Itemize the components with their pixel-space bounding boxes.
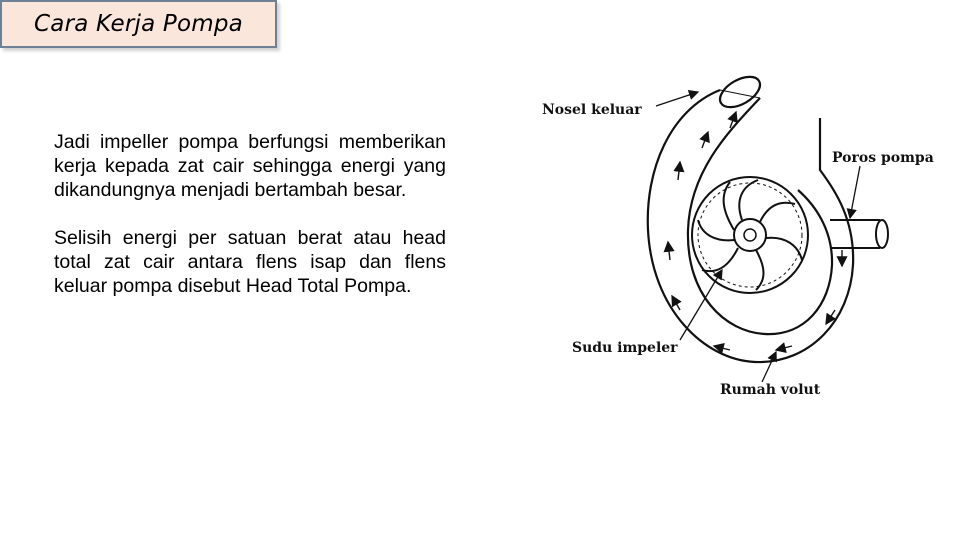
label-sudu-impeler: Sudu impeler [572,340,678,356]
pump-diagram [530,70,960,410]
body-text [54,130,446,322]
label-rumah-volut: Rumah volut [720,382,821,398]
paragraph-head-total: Selisih energi per satuan berat atau head total zat cair antara flens isap dan flens keluar pompa disebut Head Total Pompa. [54,227,446,297]
label-poros-pompa: Poros pompa [832,150,934,166]
impeller [692,177,808,293]
label-nosel-keluar: Nosel keluar [542,102,642,118]
paragraph-impeller-function: Jadi impeller pompa berfungsi memberikan kerja kepada zat cair sehingga energi yang dikandungnya menjadi bertambah besar. [54,131,446,201]
slide-title: Cara Kerja Pompa [34,11,243,37]
title-box [0,0,277,48]
pump-shaft [830,220,888,248]
volute-casing [648,71,853,362]
